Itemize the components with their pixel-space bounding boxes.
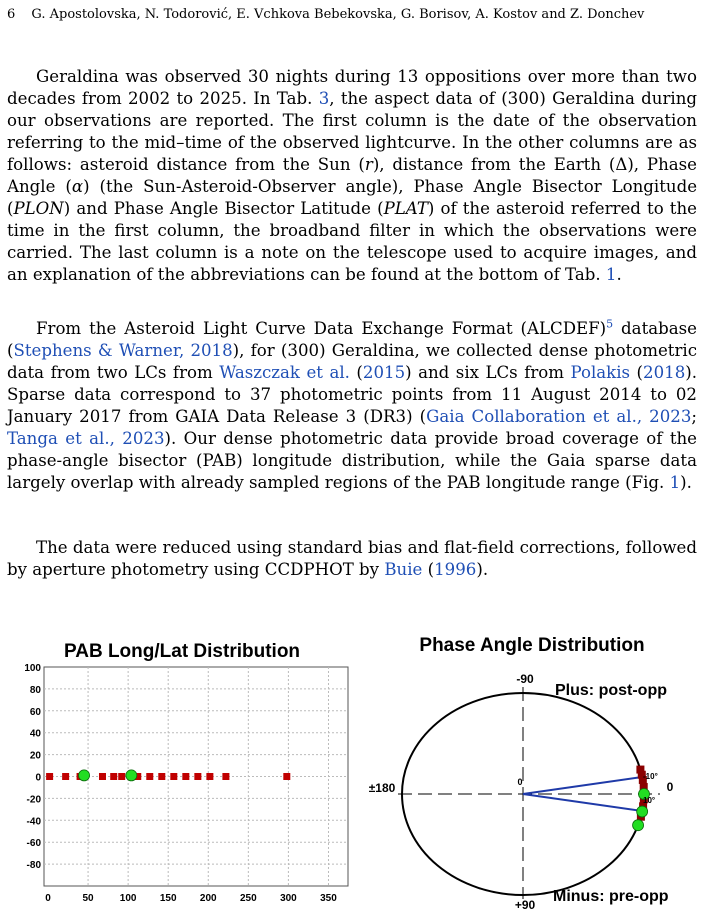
text: ) and six LCs from [405,363,571,382]
y-tick-label: -20 [26,794,41,806]
label-bottom: +90 [514,898,536,912]
paragraph-reduction [7,537,697,581]
text: . [616,265,622,284]
label-left: ±180 [368,781,396,795]
y-tick-label: 20 [29,750,41,762]
legend-plus: Plus: post-opp [555,682,667,699]
cite-stephens-warner[interactable]: Stephens & Warner, 2018 [13,341,233,360]
text: ). Sparse data correspond to 37 photometric points from 11 August 2014 to 02 January 2017 from GAIA Data Release 3 (DR3) ( [7,363,697,426]
y-tick-label: 100 [24,663,41,674]
y-tick-label: -60 [26,838,41,850]
text: database ( [7,319,697,360]
text: ) (the Sun-Asteroid-Observer angle), Phase Angle Bisector Longitude ( [7,177,698,218]
note-upper: -10° [643,772,658,781]
math-plat: PLAT [383,199,428,218]
data-point-square [170,773,177,780]
text: ). [680,473,692,492]
cite-waszczak[interactable]: Waszczak et al. [219,363,350,382]
data-point-square [110,773,117,780]
cite-polakis[interactable]: Polakis [570,363,631,382]
y-tick-label: 60 [29,706,41,718]
data-point-square [206,773,213,780]
cite-buie-year[interactable]: 1996 [434,560,477,579]
phase-point-circle [633,820,644,831]
y-tick-labels [24,663,41,871]
text: ) and Phase Angle Bisector Latitude ( [63,199,384,218]
wedge-line [523,776,646,794]
page-number: 6 [7,7,16,22]
data-point-square [283,773,290,780]
cite-gaia[interactable]: Gaia Collaboration et al., 2023 [426,407,692,426]
x-tick-label: 50 [82,893,94,904]
text: ( [630,363,644,382]
y-tick-label: -80 [26,860,41,872]
text: ). Our dense photometric data provide broad coverage of the phase-angle bisector (PAB) longitude distribution, while the Gaia sparse data largely overlap with already sampled regions of the PAB longitude range (Fig. [7,429,698,492]
label-right: 0 [666,780,674,794]
ref-tab-3[interactable]: 3 [318,89,330,108]
x-tick-label: 350 [320,893,337,904]
cite-waszczak-year[interactable]: 2015 [362,363,406,382]
phase-point-circle [637,806,648,817]
math-alpha: α [71,177,84,196]
data-point-circle [126,770,137,781]
y-tick-label: -40 [26,816,41,828]
data-point-square [46,773,53,780]
text: ( [422,560,435,579]
paragraph-alcdef [7,318,697,494]
x-tick-label: 250 [239,893,257,904]
pab-distribution-chart [24,641,348,904]
figure-1 [0,625,703,916]
text: , the aspect data of (300) Geraldina during our observations are reported. The first column is the date of the observation referring to the mid–time of the observed lightcurve. In the other columns are as follows: asteroid distance from the Sun ( [7,89,698,174]
data-point-square [222,773,229,780]
math-r: r [364,155,373,174]
legend-minus: Minus: pre-opp [553,888,669,905]
footnote-5[interactable]: 5 [606,317,614,331]
x-tick-labels [45,893,337,904]
y-tick-label: 40 [29,728,41,740]
text: ( [349,363,363,382]
text: ). [476,560,489,579]
cite-buie[interactable]: Buie [384,560,423,579]
paragraph-observations [7,66,697,286]
data-point-square [158,773,165,780]
text: The data were reduced using standard bias and flat-field corrections, followed by aperture photometry using CCDPHOT by [7,538,697,579]
data-point-square [118,773,125,780]
data-point-square [146,773,153,780]
note-lower: 10° [643,796,656,805]
text: Geraldina was observed 30 nights during 13 oppositions over more than two decades from 2002 to 2025. In Tab. [7,67,697,108]
x-tick-label: 100 [119,893,137,904]
label-center: 0 [517,777,523,787]
cite-tanga[interactable]: Tanga et al., 2023 [7,429,165,448]
data-point-square [62,773,69,780]
ref-tab-1[interactable]: 1 [605,265,617,284]
text: From the Asteroid Light Curve Data Exchange Format (ALCDEF) [36,319,607,338]
x-tick-label: 150 [159,893,177,904]
label-top: -90 [516,672,534,686]
math-plon: PLON [13,199,64,218]
author-list: G. Apostolovska, N. Todorović, E. Vchkova Bebekovska, G. Borisov, A. Kostov and Z. Donchev [31,7,645,22]
x-tick-label: 0 [45,893,51,904]
diagram-title: Phase Angle Distribution [419,635,645,656]
y-tick-label: 0 [35,772,41,784]
chart-title: PAB Long/Lat Distribution [63,641,301,662]
text: ), distance from the Earth (Δ), Phase Angle ( [7,155,697,196]
text: ) of the asteroid referred to the time in the first column, the broadband filter in which the observations were carried. The last column is a note on the telescope used to acquire images, and an explanation of the abbreviations can be found at the bottom of Tab. [7,199,697,284]
data-point-square [194,773,201,780]
data-point-square [99,773,106,780]
text: ), for (300) Geraldina, we collected dense photometric data from two LCs from [7,341,697,382]
text: ; [691,407,698,426]
cite-polakis-year[interactable]: 2018 [643,363,686,382]
data-point-circle [79,770,90,781]
x-tick-label: 200 [199,893,217,904]
x-tick-label: 300 [280,893,297,904]
ref-fig-1[interactable]: 1 [669,473,681,492]
y-tick-label: 80 [29,684,41,696]
wedge-line [523,794,646,812]
data-point-square [182,773,189,780]
phase-angle-diagram [369,635,674,912]
running-header [7,7,644,22]
